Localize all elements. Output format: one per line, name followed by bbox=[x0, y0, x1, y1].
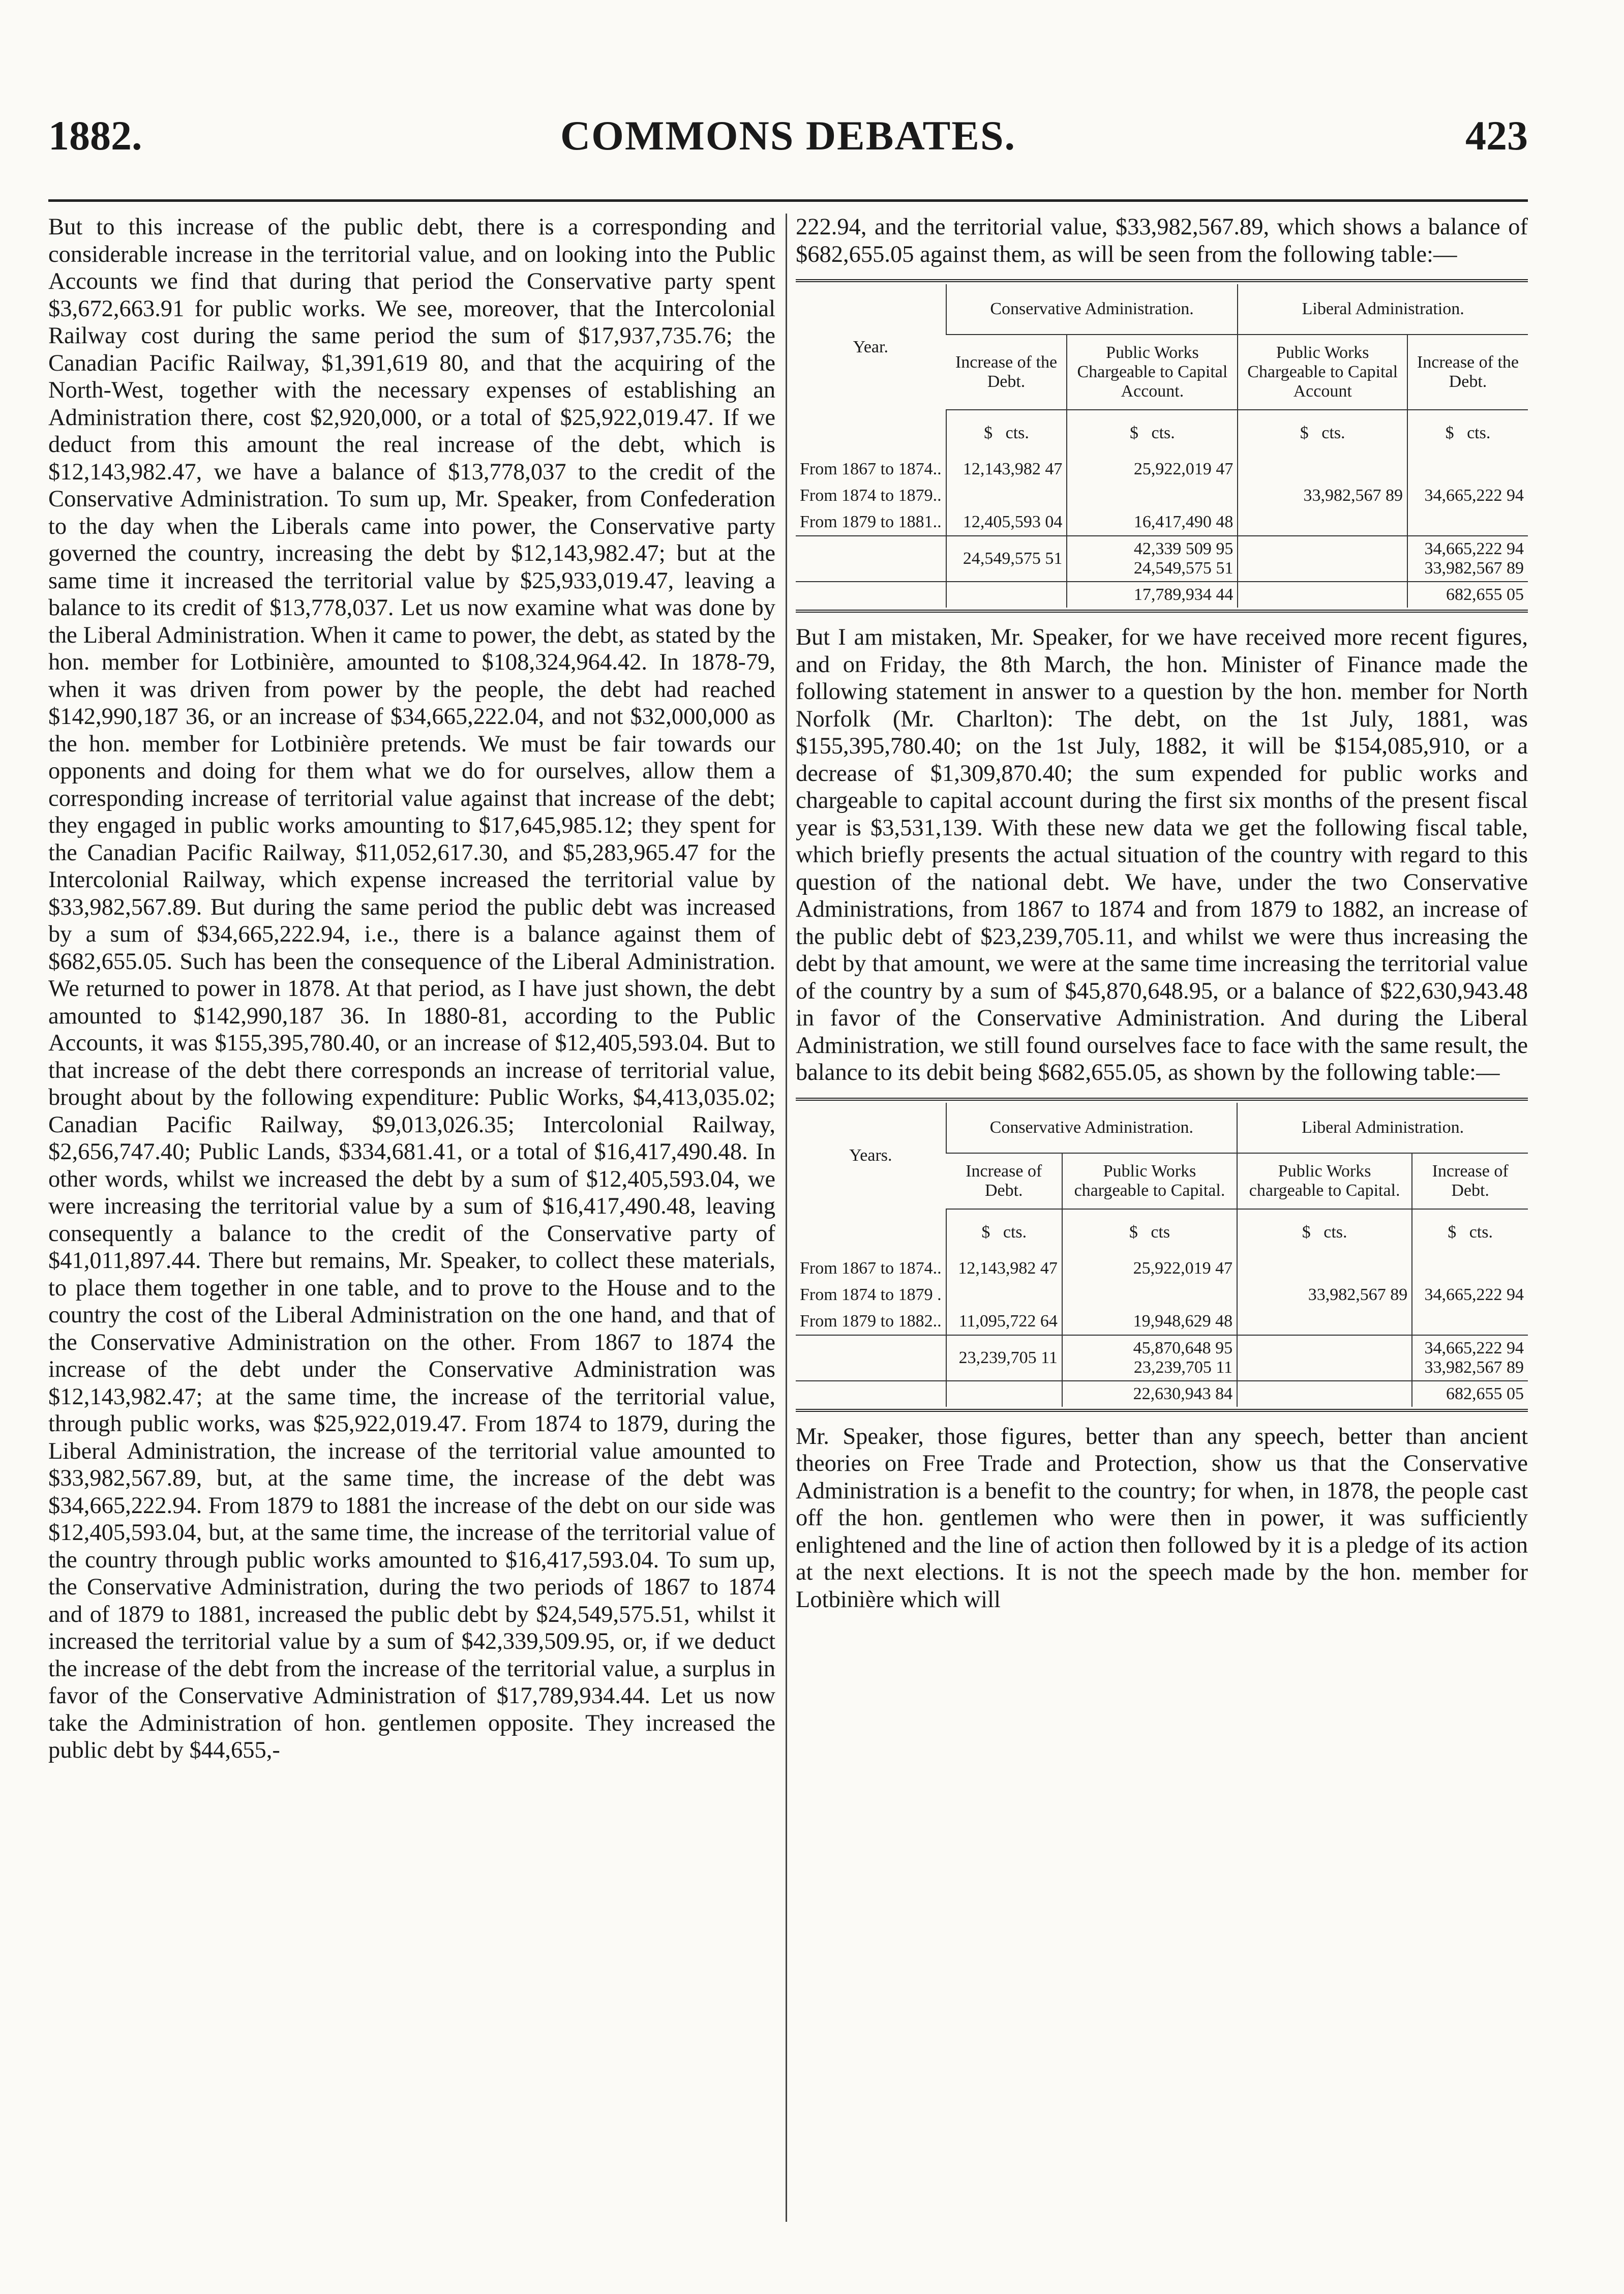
table1-balance-row: 17,789,934 44 682,655 05 bbox=[796, 582, 1528, 608]
right-column bbox=[796, 214, 1528, 1613]
table2-col4-header: Increase of Debt. bbox=[1412, 1153, 1528, 1209]
debt-table-2 bbox=[796, 1098, 1528, 1412]
table2-year-header: Years. bbox=[849, 1146, 892, 1165]
table-row: From 1867 to 1874.. 12,143,982 47 25,922,019 47 bbox=[796, 1255, 1528, 1282]
page-header bbox=[48, 112, 1528, 193]
table2-liberal-header: Liberal Administration. bbox=[1237, 1103, 1528, 1153]
table-row: From 1879 to 1881.. 12,405,593 04 16,417,490 48 bbox=[796, 509, 1528, 536]
table1-col1-header: Increase of the Debt. bbox=[946, 335, 1067, 410]
debt-table-1 bbox=[796, 279, 1528, 613]
right-closing-text: Mr. Speaker, those figures, better than any speech, better than ancient theories on Free Trade and Protection, show us that the Conservative Administration is a benefit to the country; for when, in 1878, the people cast off the hon. gentlemen who were then in power, it was sufficiently enlightened and the line of action then followed by it is a pledge of its action at the next elections. It is not the speech made by the hon. member for Lotbinière which will bbox=[796, 1423, 1528, 1613]
column-divider bbox=[786, 214, 787, 2222]
table1-units-row: $ cts. $ cts. $ cts. $ cts. bbox=[796, 410, 1528, 456]
table-row: From 1867 to 1874.. 12,143,982 47 25,922,019 47 bbox=[796, 456, 1528, 482]
table-row: From 1879 to 1882.. 11,095,722 64 19,948,629 48 bbox=[796, 1308, 1528, 1335]
table2-col2-header: Public Works chargeable to Capital. bbox=[1062, 1153, 1237, 1209]
table-row: From 1874 to 1879 . 33,982,567 89 34,665,222 94 bbox=[796, 1282, 1528, 1308]
table1-conservative-header: Conservative Administration. bbox=[946, 284, 1238, 335]
table2-units-row: $ cts. $ cts $ cts. $ cts. bbox=[796, 1209, 1528, 1255]
table1-col3-header: Public Works Chargeable to Capital Account bbox=[1238, 335, 1407, 410]
table2-balance-row: 22,630,943 84 682,655 05 bbox=[796, 1381, 1528, 1407]
table1-sum-row: 24,549,575 51 42,339 509 95 24,549,575 51 34,665,222 94 33,982,567 89 bbox=[796, 536, 1528, 582]
table1-liberal-header: Liberal Administration. bbox=[1238, 284, 1528, 335]
left-column-text: But to this increase of the public debt, there is a corresponding and considerable increase in the territorial value, and on looking into the Public Accounts we find that during that period the Conservative party spent $3,672,663.91 for public works. We see, moreover, that the Intercolonial Railway cost during the same period the sum of $17,937,735.76; the Canadian Pacific Railway, $1,391,619 80, and that the acquiring of the North-West, together with the necessary expenses of establishing an Administration there, cost $2,920,000, or a total of $25,922,019.47. If we deduct from this amount the real increase of the debt, which is $12,143,982.47, we have a balance of $13,778,037 to the credit of the Conservative Administration. To sum up, Mr. Speaker, from Confederation to the day when the Liberals came into power, the Conservative party governed the country, increasing the debt by $12,143,982.47; but at the same time it increased the territorial value by $25,933,019.47, leaving a balance to its credit of $13,778,037. Let us now examine what was done by the Liberal Administration. When it came to power, the debt, as stated by the hon. member for Lotbinière, amounted to $108,324,964.42. In 1878-79, when it was driven from power by the people, the debt had reached $142,990,187 36, or an increase of $34,665,222.04, and not $32,000,000 as the hon. member for Lotbinière pretends. We must be fair towards our opponents and doing for them what we do for ourselves, allow them a corresponding increase of territorial value against that increase of the debt; they engaged in public works amounting to $17,645,985.12; they spent for the Canadian Pacific Railway, $11,052,617.30, and $5,283,965.47 for the Intercolonial Railway, which expense increased the territorial value by $33,982,567.89. But during the same period the public debt was increased by a sum of $34,665,222.94, i.e., there is a balance against them of $682,655.05. Such has been the consequence of the Liberal Administration. We returned to power in 1878. At that period, as I have just shown, the debt amounted to $142,990,187 36. In 1880-81, according to the Public Accounts, it was $155,395,780.40, or an increase of $12,405,593.04. But to that increase of the debt there corresponds an increase of territorial value, brought about by the following expenditure: Public Works, $4,413,035.02; Canadian Pacific Railway, $9,013,026.35; Intercolonial Railway, $2,656,747.40; Public Lands, $334,681.41, or a total of $16,417,490.48. In other words, whilst we increased the debt by a sum of $12,405,593.04, we were increasing the territorial value by a sum of $16,417,490.48, leaving consequently a balance to the credit of the Conservative party of $41,011,897.44. There but remains, Mr. Speaker, to collect these materials, to place them together in one table, and to prove to the House and to the country the cost of the Liberal Administration on the one hand, and that of the Conservative Administration on the other. From 1867 to 1874 the increase of the debt under the Conservative Administration was $12,143,982.47; at the same time, the increase of the territorial value, through public works, was $25,922,019.47. From 1874 to 1879, during the Liberal Administration, the increase of the territorial value amounted to $33,982,567.89, but, at the same time, the increase of the debt was $34,665,222.94. From 1879 to 1881 the increase of the debt on our side was $12,405,593.04, but, at the same time, the increase of the territorial value of the country through public works amounted to $16,417,593.04. To sum up, the Conservative Administration, during the two periods of 1867 to 1874 and of 1879 to 1881, increased the public debt by $24,549,575.51, whilst it increased the territorial value by a sum of $42,339,509.95, or, if we deduct the increase of the debt from the increase of the territorial value, a surplus in favor of the Conservative Administration of $17,789,934.44. Let us now take the Administration of hon. gentlemen opposite. They increased the public debt by $44,655,- bbox=[48, 214, 775, 1763]
table2-sum-row: 23,239,705 11 45,870,648 95 23,239,705 11 34,665,222 94 33,982,567 89 bbox=[796, 1335, 1528, 1381]
table1-year-header: Year. bbox=[853, 337, 888, 356]
header-title: COMMONS DEBATES. bbox=[560, 112, 1016, 159]
table2-conservative-header: Conservative Administration. bbox=[946, 1103, 1237, 1153]
header-page-number: 423 bbox=[1465, 112, 1528, 159]
table1-col2-header: Public Works Chargeable to Capital Account. bbox=[1067, 335, 1238, 410]
table2-col3-header: Public Works chargeable to Capital. bbox=[1237, 1153, 1412, 1209]
table1-col4-header: Increase of the Debt. bbox=[1407, 335, 1528, 410]
left-column bbox=[48, 214, 775, 1764]
header-year: 1882. bbox=[48, 112, 142, 159]
table-row: From 1874 to 1879.. 33,982,567 89 34,665,222 94 bbox=[796, 482, 1528, 509]
table2-col1-header: Increase of Debt. bbox=[946, 1153, 1062, 1209]
header-rule bbox=[48, 199, 1528, 202]
right-intro-text: 222.94, and the territorial value, $33,982,567.89, which shows a balance of $682,655.05 against them, as will be seen from the following table:— bbox=[796, 214, 1528, 267]
right-middle-text: But I am mistaken, Mr. Speaker, for we have received more recent figures, and on Friday, the 8th March, the hon. Minister of Finance made the following statement in answer to a question by the hon. member for North Norfolk (Mr. Charlton): The debt, on the 1st July, 1881, was $155,395,780.40; on the 1st July, 1882, it will be $154,085,910, or a decrease of $1,309,870.40; the sum expended for public works and chargeable to capital account during the first six months of the present fiscal year is $3,531,139. With these new data we get the following fiscal table, which briefly presents the actual situation of the country with regard to this question of the national debt. We have, under the two Conservative Administrations, from 1867 to 1874 and from 1879 to 1882, an increase of the public debt of $23,239,705.11, and whilst we were thus increasing the debt by that amount, we were at the same time increasing the territorial value of the country by a sum of $45,870,648.95, or a balance of $22,630,943.48 in favor of the Conservative Administration. And during the Liberal Administration, we still found ourselves face to face with the same result, the balance to its debit being $682,655.05, as shown by the following table:— bbox=[796, 624, 1528, 1085]
